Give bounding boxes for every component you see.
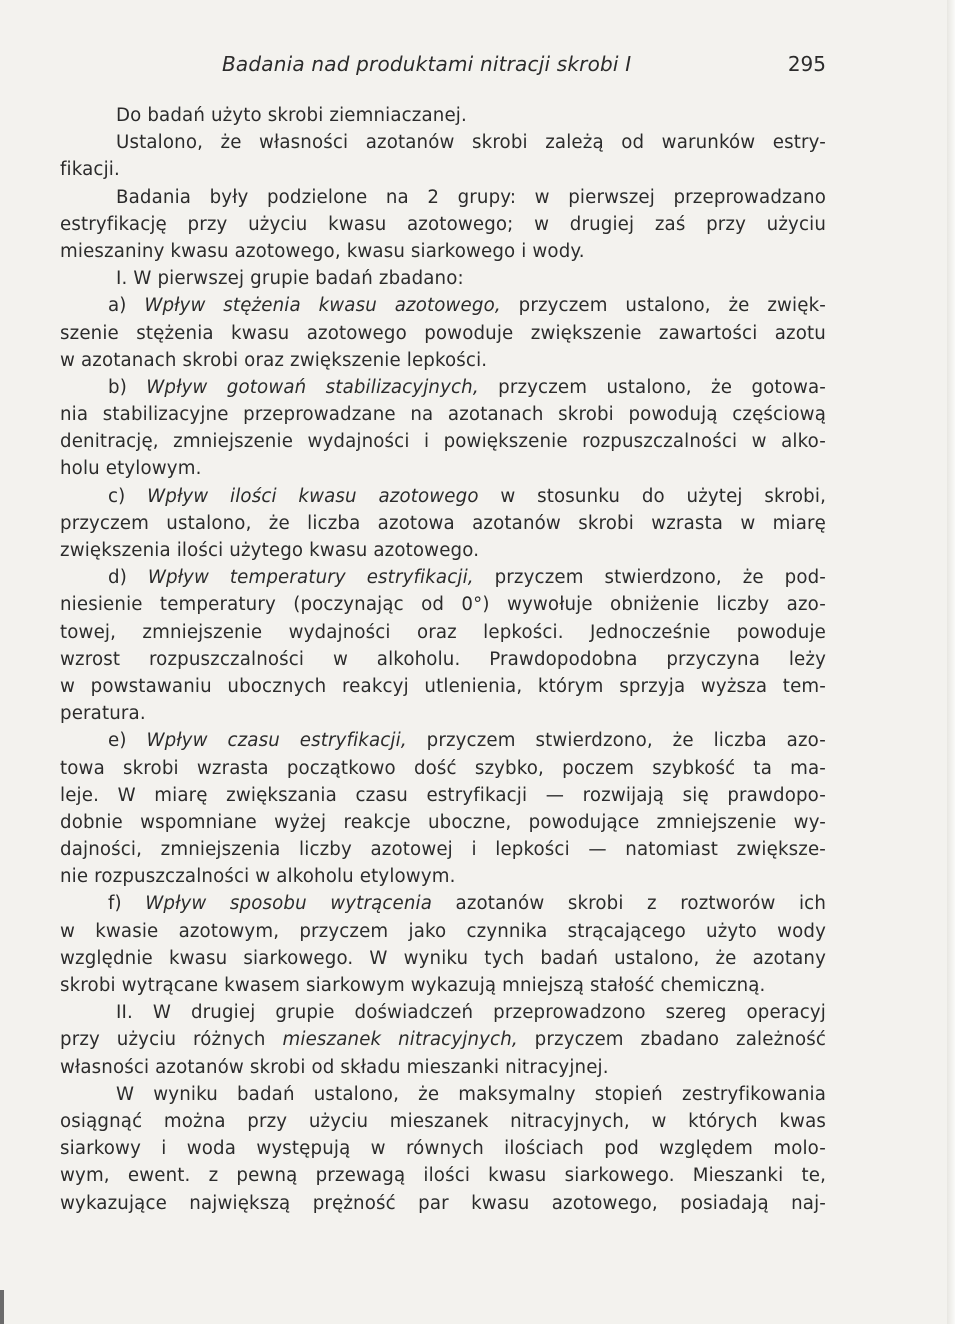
- text-segment: przyczem zbadano zależność: [517, 1029, 826, 1051]
- text-line: [60, 755, 826, 782]
- text-line: [60, 782, 826, 809]
- text-segment: Do badań użyto skrobi ziemniaczanej.: [116, 105, 467, 126]
- text-line: [60, 1108, 826, 1135]
- italic-term: Wpływ temperatury estryfikacji,: [147, 567, 474, 589]
- text-segment: fikacji.: [60, 159, 120, 181]
- text-line: [60, 1054, 826, 1081]
- text-segment: dobnie wspomniane wyżej reakcje uboczne, powodujące zmniejszenie wy-: [60, 811, 826, 833]
- text-line: [60, 265, 826, 292]
- text-line: [60, 890, 826, 917]
- text-line: [60, 918, 826, 945]
- text-line: [60, 347, 826, 374]
- italic-term: Wpływ stężenia kwasu azotowego,: [144, 295, 501, 317]
- italic-term: Wpływ gotowań stabilizacyjnych,: [146, 376, 479, 398]
- text-line: [60, 1081, 826, 1108]
- text-line: [60, 510, 826, 537]
- italic-term: Wpływ ilości kwasu azotowego: [147, 485, 479, 507]
- text-segment: zwiększenia ilości użytego kwasu azotowego.: [60, 540, 480, 561]
- text-segment: w kwasie azotowym, przyczem jako czynnika strącającego użyto wody: [60, 920, 826, 942]
- text-line: [60, 238, 826, 265]
- text-line: [60, 483, 826, 510]
- text-segment: peratura.: [60, 703, 146, 725]
- text-segment: w azotanach skrobi oraz zwiększenie lepkości.: [60, 349, 488, 371]
- text-segment: estryfikację przy użyciu kwasu azotowego; w drugiej zaś przy użyciu: [60, 213, 826, 235]
- text-segment: mieszaniny kwasu azotowego, kwasu siarkowego i wody.: [60, 240, 585, 262]
- text-segment: c): [108, 485, 148, 507]
- text-line: [60, 673, 826, 700]
- text-line: [60, 1162, 826, 1189]
- italic-term: Wpływ sposobu wytrącenia: [145, 893, 433, 915]
- text-segment: W wyniku badań ustalono, że maksymalny stopień zestryfikowania: [116, 1083, 826, 1105]
- text-segment: a): [108, 295, 145, 317]
- text-segment: nia stabilizacyjne przeprowadzane na azotanach skrobi powodują częściową: [60, 404, 826, 426]
- text-segment: I. W pierwszej grupie badań zbadano:: [116, 268, 464, 290]
- text-segment: własności azotanów skrobi od składu mieszanki nitracyjnej.: [60, 1056, 609, 1078]
- text-line: [60, 320, 826, 347]
- scan-edge-mark: [0, 1290, 4, 1324]
- text-line: [60, 156, 826, 183]
- text-line: [60, 863, 826, 890]
- italic-term: mieszanek nitracyjnych,: [282, 1029, 518, 1051]
- text-line: [60, 564, 826, 591]
- text-segment: towa skrobi wzrasta początkowo dość szybko, poczem szybkość ta ma-: [60, 757, 826, 779]
- text-segment: wym, ewent. z pewną przewagą ilości kwasu siarkowego. Mieszanki te,: [60, 1165, 826, 1187]
- text-segment: Badania były podzielone na 2 grupy: w pierwszej przeprowadzano: [116, 186, 826, 208]
- text-segment: e): [108, 730, 147, 752]
- text-line: [60, 292, 826, 319]
- text-segment: przy użyciu różnych: [60, 1029, 283, 1051]
- text-line: [60, 1190, 826, 1217]
- text-line: [60, 619, 826, 646]
- text-line: [60, 102, 826, 129]
- text-segment: w powstawaniu ubocznych reakcyj utlenienia, którym sprzyja wyższa tem-: [60, 675, 826, 697]
- text-line: [60, 401, 826, 428]
- text-line: [60, 537, 826, 564]
- text-line: [60, 1026, 826, 1053]
- text-segment: azotanów skrobi z roztworów ich: [432, 893, 826, 915]
- text-line: [60, 999, 826, 1026]
- text-segment: przyczem ustalono, że liczba azotowa azotanów skrobi wzrasta w miarę: [60, 512, 826, 534]
- page-edge: [947, 0, 955, 1324]
- italic-term: Wpływ czasu estryfikacji,: [146, 730, 407, 752]
- text-line: [60, 945, 826, 972]
- text-segment: szenie stężenia kwasu azotowego powoduje zwiększenie zawartości azotu: [60, 322, 826, 344]
- text-segment: towej, zmniejszenie wydajności oraz lepkości. Jednocześnie powoduje: [60, 621, 826, 643]
- text-line: [60, 428, 826, 455]
- text-line: [60, 700, 826, 727]
- text-line: [60, 972, 826, 999]
- text-segment: holu etylowym.: [60, 458, 202, 480]
- text-line: [60, 374, 826, 401]
- text-line: [60, 809, 826, 836]
- text-segment: niesienie temperatury (poczynając od 0°) wywołuje obniżenie liczby azo-: [60, 594, 826, 616]
- text-line: [60, 1135, 826, 1162]
- text-segment: dajności, zmniejszenia liczby azotowej i lepkości — natomiast zwiększe-: [60, 839, 826, 861]
- running-title: Badania nad produktami nitracji skrobi I: [222, 52, 632, 76]
- text-segment: nie rozpuszczalności w alkoholu etylowym.: [60, 866, 456, 888]
- text-line: [60, 836, 826, 863]
- text-segment: przyczem ustalono, że gotowa-: [478, 376, 826, 398]
- text-segment: względnie kwasu siarkowego. W wyniku tych badań ustalono, że azotany: [60, 947, 826, 969]
- page-number: 295: [787, 52, 826, 76]
- text-segment: b): [108, 376, 147, 398]
- text-segment: wzrost rozpuszczalności w alkoholu. Prawdopodobna przyczyna leży: [60, 648, 826, 670]
- text-segment: f): [108, 893, 146, 915]
- text-segment: d): [108, 567, 148, 589]
- page-header: [60, 52, 826, 82]
- text-segment: leje. W miarę zwiększania czasu estryfikacji — rozwijają się prawdopo-: [60, 784, 826, 806]
- text-segment: II. W drugiej grupie doświadczeń przeprowadzono szereg operacyj: [116, 1002, 826, 1024]
- text-segment: Ustalono, że własności azotanów skrobi zależą od warunków estry-: [116, 132, 826, 154]
- text-segment: przyczem stwierdzono, że pod-: [473, 567, 826, 589]
- text-line: [60, 129, 826, 156]
- text-line: [60, 646, 826, 673]
- text-segment: przyczem ustalono, że zwięk-: [500, 295, 826, 317]
- text-segment: wykazujące największą prężność par kwasu azotowego, posiadają naj-: [60, 1192, 826, 1214]
- text-segment: w stosunku do użytej skrobi,: [478, 485, 826, 507]
- text-line: [60, 184, 826, 211]
- text-segment: przyczem stwierdzono, że liczba azo-: [406, 730, 826, 752]
- text-segment: osiągnąć można przy użyciu mieszanek nitracyjnych, w których kwas: [60, 1110, 826, 1132]
- text-line: [60, 727, 826, 754]
- text-segment: skrobi wytrącane kwasem siarkowym wykazują mniejszą stałość chemiczną.: [60, 975, 766, 996]
- body-text: [60, 102, 826, 1217]
- text-segment: siarkowy i woda występują w równych ilościach pod względem molo-: [60, 1138, 826, 1160]
- text-segment: denitrację, zmniejszenie wydajności i powiększenie rozpuszczalności w alko-: [60, 431, 826, 453]
- text-line: [60, 211, 826, 238]
- text-line: [60, 591, 826, 618]
- text-line: [60, 455, 826, 482]
